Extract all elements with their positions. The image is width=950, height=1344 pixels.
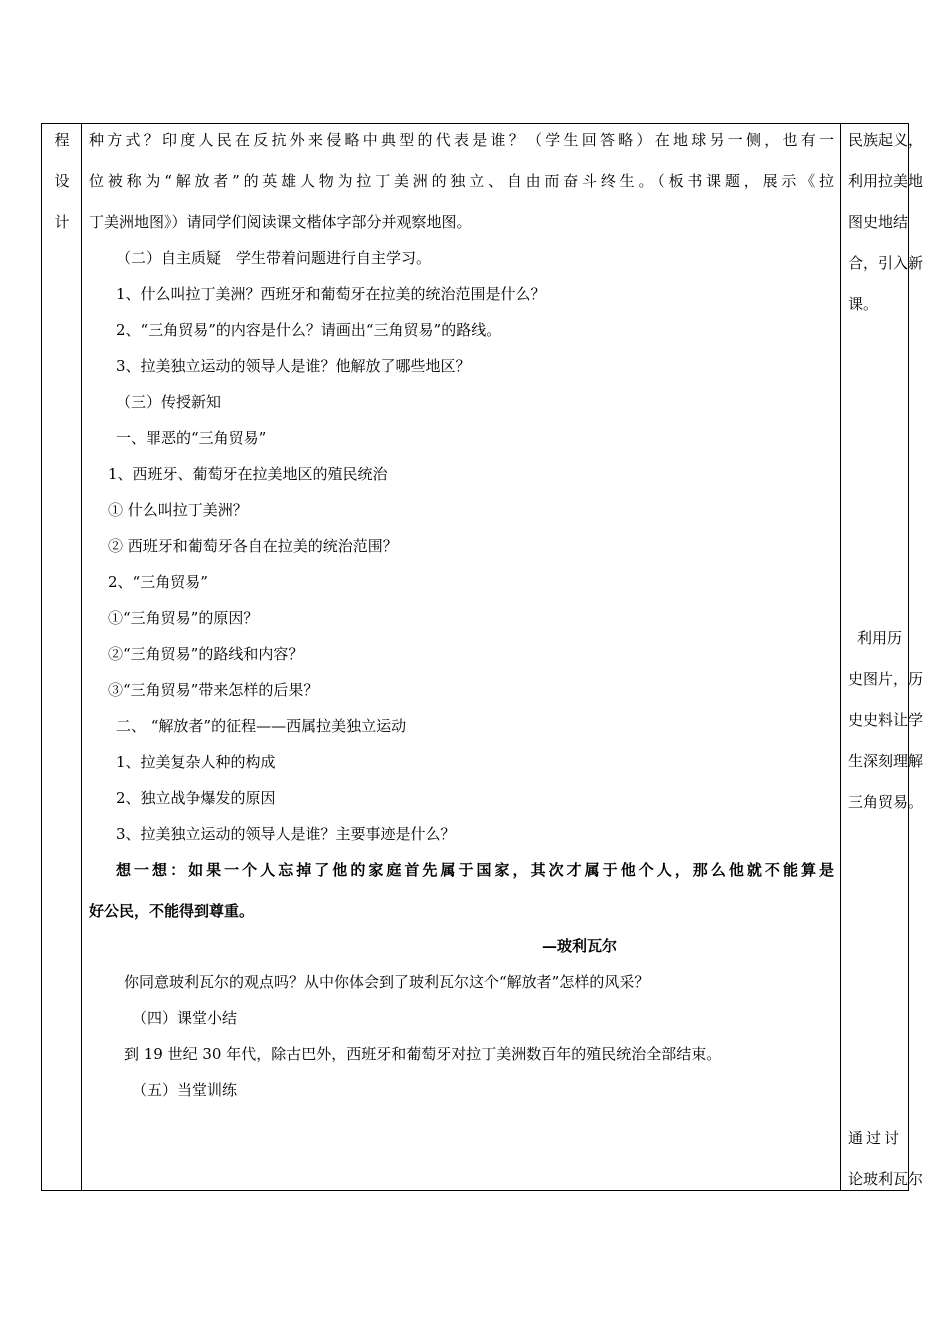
quote-text: 好公民，不能得到尊重。 (89, 902, 255, 920)
lesson-table (41, 123, 924, 1191)
note-line: 史史料让学 (848, 711, 924, 729)
text-line: （三）传授新知 (116, 393, 222, 411)
text-line: 二、 “解放者”的征程——西属拉美独立运动 (116, 717, 407, 735)
text-line: 3、拉美独立运动的领导人是谁？他解放了哪些地区？ (116, 357, 471, 375)
section-label-char: 计 (54, 213, 70, 231)
note-line: 利用拉美地 (848, 172, 924, 190)
note-line: 通过讨 (848, 1129, 903, 1147)
note-line: 三角贸易。 (848, 793, 924, 811)
text-line: 2、独立战争爆发的原因 (116, 789, 276, 807)
text-line: 丁美洲地图》）请同学们阅读课文楷体字部分并观察地图。 (89, 213, 472, 231)
note-line: 利用历 (856, 629, 902, 647)
text-line: 2、“三角贸易” (108, 573, 208, 591)
note-line: 论玻利瓦尔 (848, 1170, 924, 1188)
text-line: （五）当堂训练 (132, 1081, 238, 1099)
quote-text: 想一想：如果一个人忘掉了他的家庭首先属于国家，其次才属于他个人，那么他就不能算是 (116, 861, 834, 879)
note-line: 课。 (848, 295, 879, 313)
teaching-process-column (82, 124, 841, 1190)
text-line: 位被称为“解放者”的英雄人物为拉丁美洲的独立、自由而奋斗终生。（板书课题，展示《拉 (89, 172, 834, 190)
text-line: 1、什么叫拉丁美洲？西班牙和葡萄牙在拉美的统治范围是什么？ (116, 285, 546, 303)
text-line: 2、“三角贸易”的内容是什么？请画出“三角贸易”的路线。 (116, 321, 502, 339)
text-line: 你同意玻利瓦尔的观点吗？从中你体会到了玻利瓦尔这个“解放者”怎样的风采？ (124, 973, 650, 991)
text-line: ②“三角贸易”的路线和内容？ (108, 645, 304, 663)
note-line: 图史地结 (848, 213, 909, 231)
text-line: ① 什么叫拉丁美洲？ (108, 501, 248, 519)
note-line: 史图片，历 (848, 670, 924, 688)
text-line: ③“三角贸易”带来怎样的后果？ (108, 681, 319, 699)
text-line: ② 西班牙和葡萄牙各自在拉美的统治范围？ (108, 537, 398, 555)
quote-author: —玻利瓦尔 (542, 937, 618, 955)
text-line: ①“三角贸易”的原因？ (108, 609, 259, 627)
text-line: （二）自主质疑 学生带着问题进行自主学习。 (116, 249, 432, 267)
text-line: 3、拉美独立运动的领导人是谁？主要事迹是什么？ (116, 825, 456, 843)
section-label-column (42, 124, 82, 1190)
note-line: 生深刻理解 (848, 752, 924, 770)
text-line: 到 19 世纪 30 年代，除古巴外，西班牙和葡萄牙对拉丁美洲数百年的殖民统治全部结束。 (124, 1045, 722, 1063)
text-line: 种方式？印度人民在反抗外来侵略中典型的代表是谁？（学生回答略）在地球另一侧，也有一 (89, 131, 834, 149)
text-line: 1、拉美复杂人种的构成 (116, 753, 276, 771)
section-label-char: 设 (54, 172, 70, 190)
text-line: 1、西班牙、葡萄牙在拉美地区的殖民统治 (108, 465, 388, 483)
design-notes-column (841, 124, 924, 1190)
text-line: 一、罪恶的“三角贸易” (116, 429, 267, 447)
note-line: 合，引入新 (848, 254, 924, 272)
note-line: 民族起义， (848, 131, 924, 149)
text-line: （四）课堂小结 (132, 1009, 238, 1027)
section-label-char: 程 (54, 131, 70, 149)
